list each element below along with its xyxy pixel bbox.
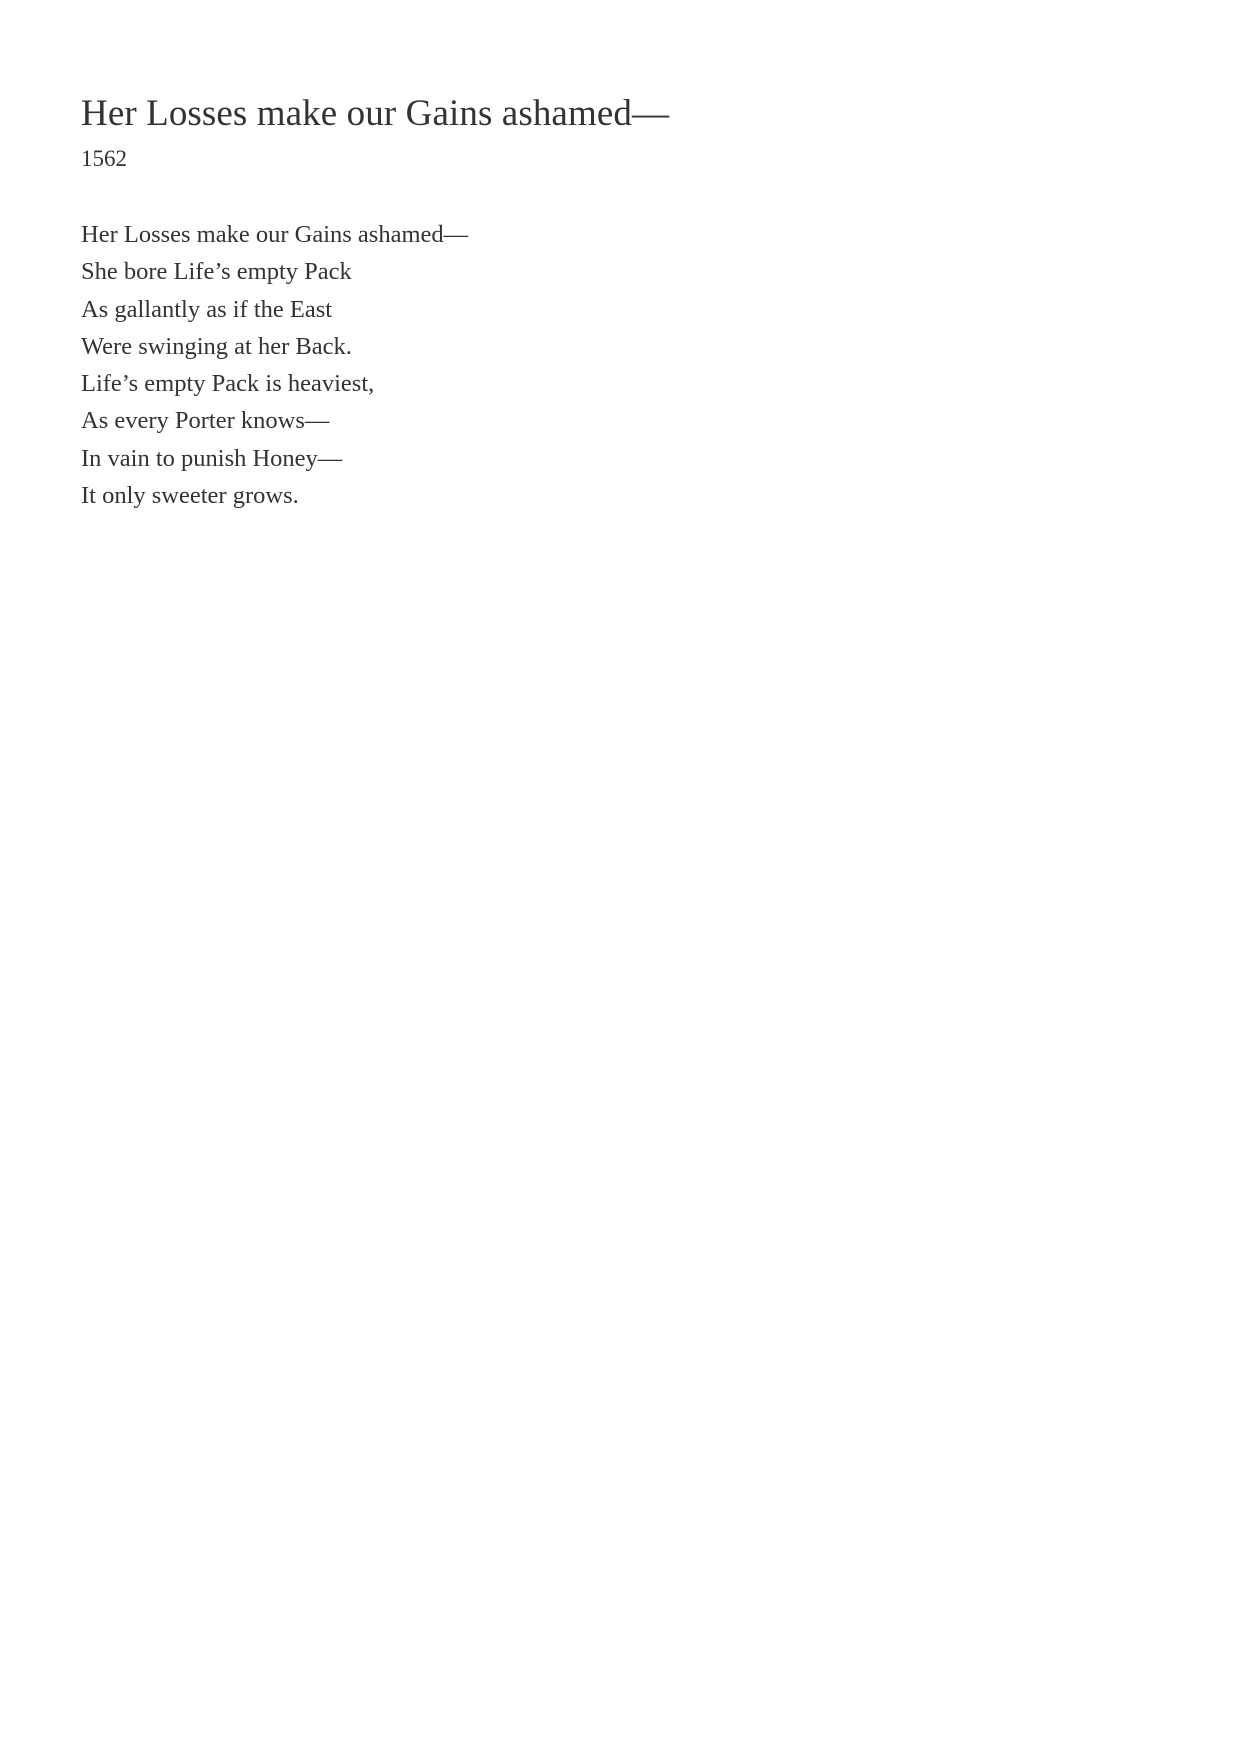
poem-line: In vain to punish Honey—: [81, 444, 343, 472]
poem-body: [81, 216, 1161, 514]
poem-page: [81, 88, 1161, 514]
poem-line: Life’s empty Pack is heaviest,: [81, 370, 375, 398]
poem-line: She bore Life’s empty Pack: [81, 258, 352, 286]
poem-line: It only sweeter grows.: [81, 482, 299, 510]
poem-line: Were swinging at her Back.: [81, 332, 352, 360]
poem-title: Her Losses make our Gains ashamed—: [81, 93, 670, 134]
poem-line: As every Porter knows—: [81, 407, 330, 435]
poem-line: Her Losses make our Gains ashamed—: [81, 221, 469, 248]
poem-number: 1562: [81, 146, 127, 171]
poem-line: As gallantly as if the East: [81, 295, 333, 323]
